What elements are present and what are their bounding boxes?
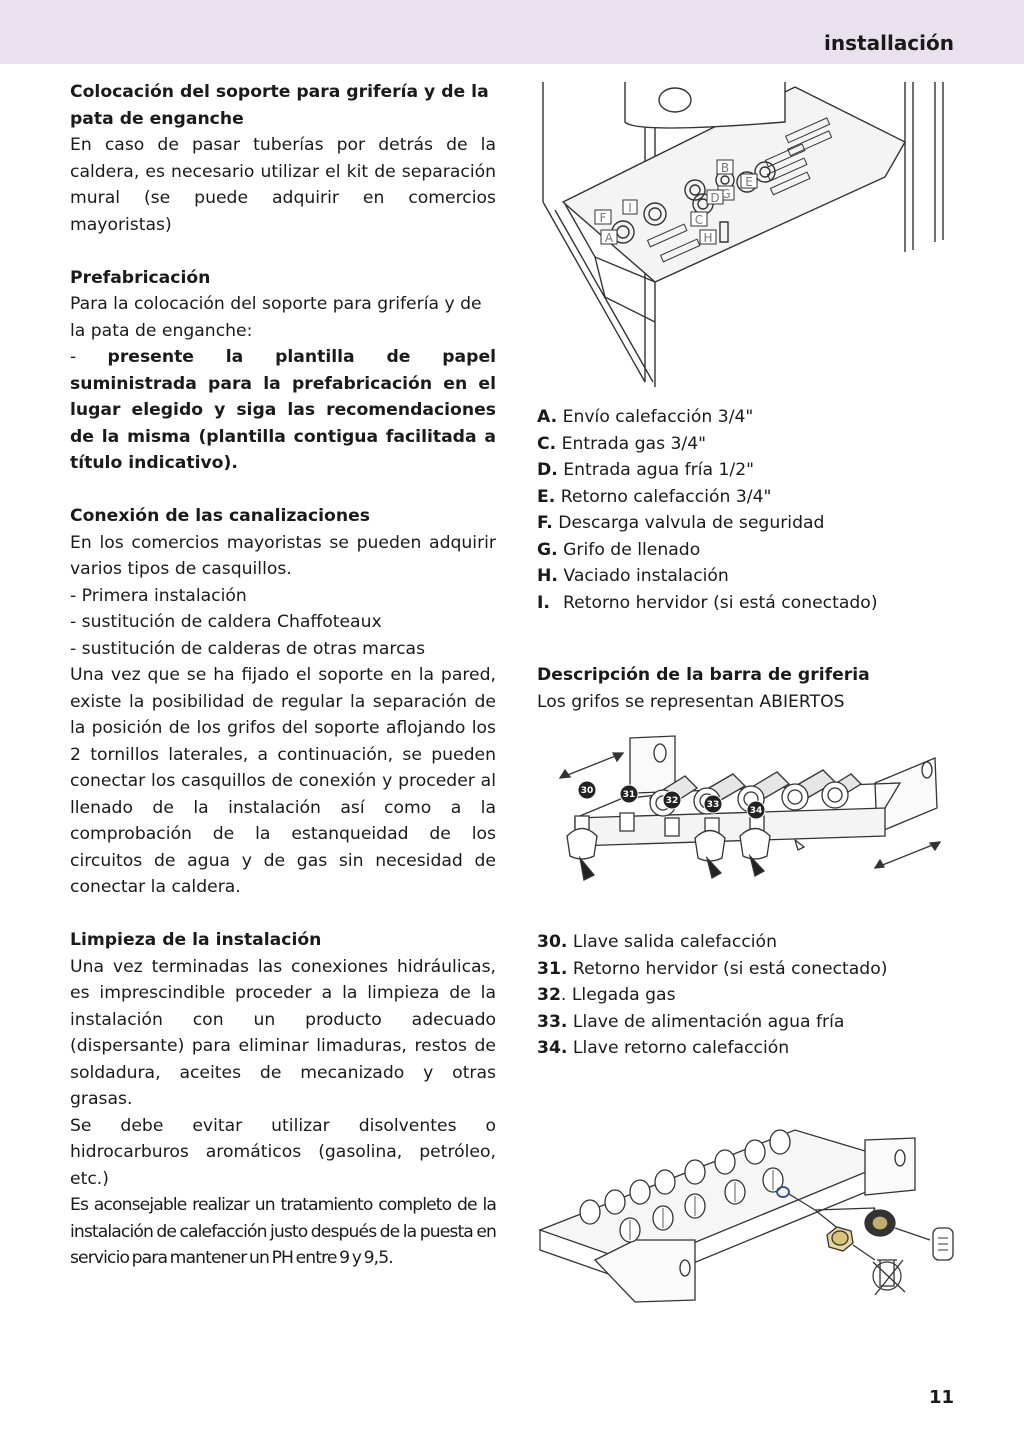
left-column xyxy=(70,79,496,1272)
figure-letter: B xyxy=(720,161,730,175)
valve-number: 34 xyxy=(749,806,763,816)
heading-limpieza: Limpieza de la instalación xyxy=(70,930,322,950)
valve-number: 33 xyxy=(706,800,720,810)
heading-colocacion: Colocación del soporte para grifería y de la pata de enganche xyxy=(70,82,489,129)
figure-letter: C xyxy=(694,213,704,227)
para-prefabricacion-intro: Para la colocación del soporte para grifería y de la pata de enganche: xyxy=(70,294,482,341)
para-limpieza-1: Una vez terminadas las conexiones hidráulicas, es imprescindible proceder a la limpieza de la instalación con un producto adecuado (dispersante) para eliminar limaduras, restos de soldadura, aceites de mecanizado y otras grasas. xyxy=(70,956,496,1109)
figure-letter: H xyxy=(703,231,713,245)
legend-item: G. Grifo de llenado xyxy=(537,539,701,560)
legend-item: F. Descarga valvula de seguridad xyxy=(537,513,825,533)
figure-letter: F xyxy=(599,211,607,225)
list-item: - sustitución de caldera Chaffoteaux xyxy=(70,612,382,632)
legend-item: C. Entrada gas 3/4" xyxy=(537,433,707,454)
list-item: - sustitución de calderas de otras marcas xyxy=(70,638,426,659)
figure-letter: D xyxy=(710,191,720,205)
para-limpieza-2: Se debe evitar utilizar disolventes o hidrocarburos aromáticos (gasolina, petróleo, etc.) xyxy=(70,1115,496,1189)
legend-item: A. Envío calefacción 3/4" xyxy=(537,407,754,427)
legend-item: 32. Llegada gas xyxy=(537,985,676,1005)
legend-item: D. Entrada agua fría 1/2" xyxy=(537,460,755,480)
figure-letter: A xyxy=(604,231,614,245)
figure-letter: E xyxy=(745,175,753,189)
section-barra xyxy=(537,662,957,715)
legend-item: 34. Llave retorno calefacción xyxy=(537,1038,790,1058)
valve-number: 31 xyxy=(622,790,636,800)
valve-bar-figure xyxy=(555,728,950,888)
legend-item: I. Retorno hervidor (si está conectado) xyxy=(537,592,878,613)
bracket-fittings-figure xyxy=(535,1100,965,1305)
page-number: 11 xyxy=(928,1387,954,1408)
legend-item: E. Retorno calefacción 3/4" xyxy=(537,486,772,507)
legend-valves xyxy=(537,929,957,1062)
valve-number: 32 xyxy=(665,796,679,806)
para-conexion-intro: En los comercios mayoristas se pueden adquirir varios tipos de casquillos. xyxy=(70,532,496,579)
figure-letter: I xyxy=(628,201,632,215)
legend-item: H. Vaciado instalación xyxy=(537,566,729,586)
boiler-connections-figure xyxy=(535,82,960,392)
heading-prefabricacion: Prefabricación xyxy=(70,267,211,288)
legend-item: 33. Llave de alimentación agua fría xyxy=(537,1011,845,1032)
valve-number: 30 xyxy=(580,786,594,796)
subheading-barra: Los grifos se representan ABIERTOS xyxy=(537,691,845,712)
para-colocacion: En caso de pasar tuberías por detrás de la caldera, es necesario utilizar el kit de separación mural (se puede adquirir en comercios mayoristas) xyxy=(70,135,496,235)
figure-letter: G xyxy=(721,187,731,201)
para-conexion-body: Una vez que se ha fijado el soporte en la pared, existe la posibilidad de regular la separación de la posición de los grifos del soporte aflojando los 2 tornillos laterales, a continuación, se pueden conectar los casquillos de conexión y proceder al llenado de la instalación así como a la comprobación de la estanqueidad de los circuitos de agua y de gas sin necesidad de conectar la caldera. xyxy=(70,665,496,897)
para-limpieza-3: Es aconsejable realizar un tratamiento completo de la instalación de calefacción justo después de la puesta en servicio para mantener un PH entre 9 y 9,5. xyxy=(70,1195,496,1268)
heading-conexion: Conexión de las canalizaciones xyxy=(70,506,370,526)
legend-connections xyxy=(537,404,957,616)
legend-item: 30. Llave salida calefacción xyxy=(537,932,777,952)
heading-barra: Descripción de la barra de griferia xyxy=(537,665,870,685)
list-item: - Primera instalación xyxy=(70,585,247,606)
section-title-header: installación xyxy=(824,31,954,55)
para-prefabricacion-step: - presente la plantilla de papel suministrada para la prefabricación en el lugar elegido y siga las recomendaciones de la misma (plantilla contigua facilitada a título indicativo). xyxy=(70,347,496,473)
legend-item: 31. Retorno hervidor (si está conectado) xyxy=(537,958,888,979)
